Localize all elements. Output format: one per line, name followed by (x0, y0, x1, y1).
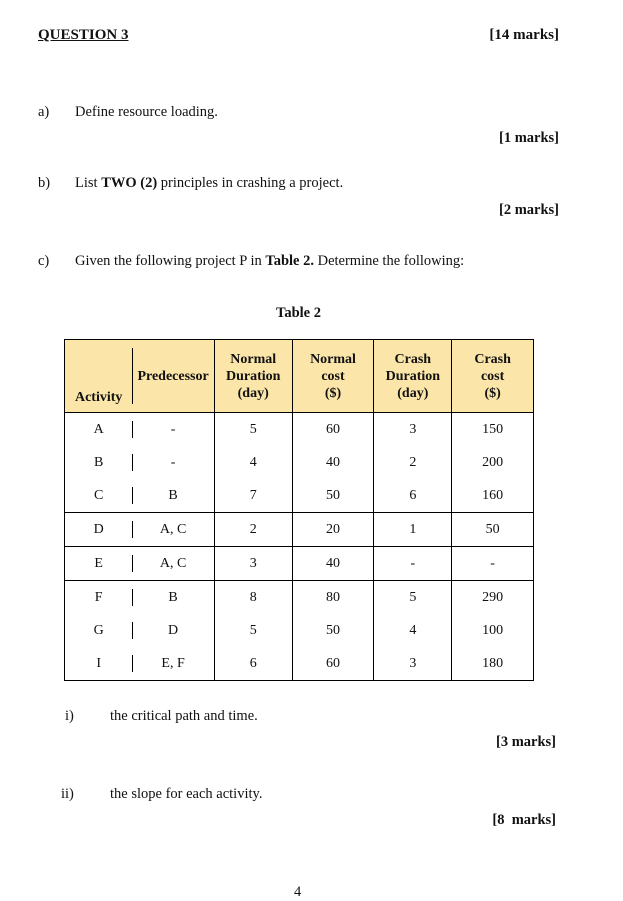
cell-crash-cost: 160 (452, 479, 534, 513)
cell-crash-duration: 1 (374, 513, 452, 547)
subpart-ii-text: the slope for each activity. (110, 786, 263, 802)
part-b-text (75, 175, 343, 192)
cell-crash-duration: 5 (374, 581, 452, 615)
question-marks: [14 marks] (489, 27, 559, 43)
header-crash-duration (374, 340, 452, 413)
cell-normal-cost: 80 (292, 581, 374, 615)
subpart-i-text: the critical path and time. (110, 708, 258, 724)
cell-crash-duration: 3 (374, 413, 452, 447)
cell-predecessor: D (132, 614, 214, 647)
header-predecessor: Predecessor (132, 340, 214, 413)
cell-activity: I (65, 647, 133, 681)
cell-normal-duration: 4 (214, 446, 292, 479)
cell-predecessor: - (132, 446, 214, 479)
part-b-label: b) (38, 175, 51, 191)
cell-crash-cost: 100 (452, 614, 534, 647)
header-normal-cost (292, 340, 374, 413)
cell-crash-duration: 2 (374, 446, 452, 479)
part-c-text (75, 253, 464, 270)
part-c-text-post: Determine the following: (313, 253, 465, 269)
cell-activity: B (65, 446, 133, 479)
part-c-label: c) (38, 253, 50, 269)
cell-normal-duration: 5 (214, 614, 292, 647)
cell-normal-cost: 60 (292, 413, 374, 447)
subpart-ii-label: ii) (61, 786, 74, 802)
cell-normal-duration: 5 (214, 413, 292, 447)
cell-predecessor: A, C (132, 513, 214, 547)
cell-normal-cost: 60 (292, 647, 374, 681)
table-row (65, 581, 534, 615)
part-b-text-bold: TWO (2) (101, 175, 158, 191)
table-row (65, 413, 534, 447)
part-a-label: a) (38, 104, 50, 120)
cell-activity: A (65, 413, 133, 447)
cell-normal-duration: 8 (214, 581, 292, 615)
cell-activity: G (65, 614, 133, 647)
cell-crash-duration: 6 (374, 479, 452, 513)
header-crash-cost-line: Crash (474, 351, 511, 367)
table-row (65, 547, 534, 581)
cell-normal-cost: 50 (292, 479, 374, 513)
header-crash-cost-line: cost (480, 368, 505, 384)
cell-activity: E (65, 547, 133, 581)
header-crash-duration-line: Crash (394, 351, 432, 367)
subpart-ii-marks: [8 marks] (492, 812, 556, 828)
cell-activity: F (65, 581, 133, 615)
part-b-marks: [2 marks] (498, 202, 559, 218)
cell-normal-cost: 40 (292, 547, 374, 581)
part-b-text-post: principles in crashing a project. (157, 175, 344, 191)
project-table (64, 339, 534, 681)
header-normal-cost-line: Normal (310, 351, 356, 367)
cell-crash-duration: 4 (374, 614, 452, 647)
header-normal-duration-line: Normal (230, 351, 277, 367)
cell-crash-cost: 180 (452, 647, 534, 681)
cell-normal-cost: 40 (292, 446, 374, 479)
subpart-i-marks: [3 marks] (495, 734, 556, 750)
table-row (65, 446, 534, 479)
cell-predecessor: A, C (132, 547, 214, 581)
cell-crash-cost: 50 (452, 513, 534, 547)
cell-normal-duration: 3 (214, 547, 292, 581)
part-b-text-pre: List (75, 175, 102, 191)
table-caption: Table 2 (276, 305, 321, 321)
cell-crash-duration: 3 (374, 647, 452, 681)
cell-normal-cost: 20 (292, 513, 374, 547)
header-normal-duration-line: (day) (237, 385, 269, 401)
header-crash-cost-line: ($) (484, 385, 501, 401)
table-row (65, 513, 534, 547)
cell-crash-cost: 150 (452, 413, 534, 447)
cell-predecessor: - (132, 413, 214, 447)
cell-activity: D (65, 513, 133, 547)
cell-normal-duration: 7 (214, 479, 292, 513)
cell-normal-duration: 6 (214, 647, 292, 681)
header-crash-cost (452, 340, 534, 413)
cell-predecessor: B (132, 479, 214, 513)
table-header-row (65, 340, 534, 413)
table-row (65, 479, 534, 513)
part-c-text-pre: Given the following project P in (75, 253, 266, 269)
header-crash-duration-line: Duration (385, 368, 441, 384)
cell-normal-cost: 50 (292, 614, 374, 647)
cell-predecessor: E, F (132, 647, 214, 681)
header-normal-duration-line: Duration (225, 368, 281, 384)
header-activity: Activity (65, 340, 133, 413)
part-a-text: Define resource loading. (75, 104, 218, 120)
cell-predecessor: B (132, 581, 214, 615)
part-a-marks: [1 marks] (498, 130, 559, 146)
cell-crash-cost: 290 (452, 581, 534, 615)
subpart-i-label: i) (65, 708, 74, 724)
header-normal-duration (214, 340, 292, 413)
cell-crash-cost: - (452, 547, 534, 581)
cell-crash-duration: - (374, 547, 452, 581)
header-normal-cost-line: ($) (324, 385, 342, 401)
table-row (65, 647, 534, 681)
table-row (65, 614, 534, 647)
cell-normal-duration: 2 (214, 513, 292, 547)
page-number: 4 (294, 884, 302, 900)
cell-activity: C (65, 479, 133, 513)
header-normal-cost-line: cost (321, 368, 345, 384)
header-crash-duration-line: (day) (397, 385, 429, 401)
part-c-text-bold: Table 2. (265, 253, 314, 269)
cell-crash-cost: 200 (452, 446, 534, 479)
question-title: QUESTION 3 (38, 27, 129, 43)
